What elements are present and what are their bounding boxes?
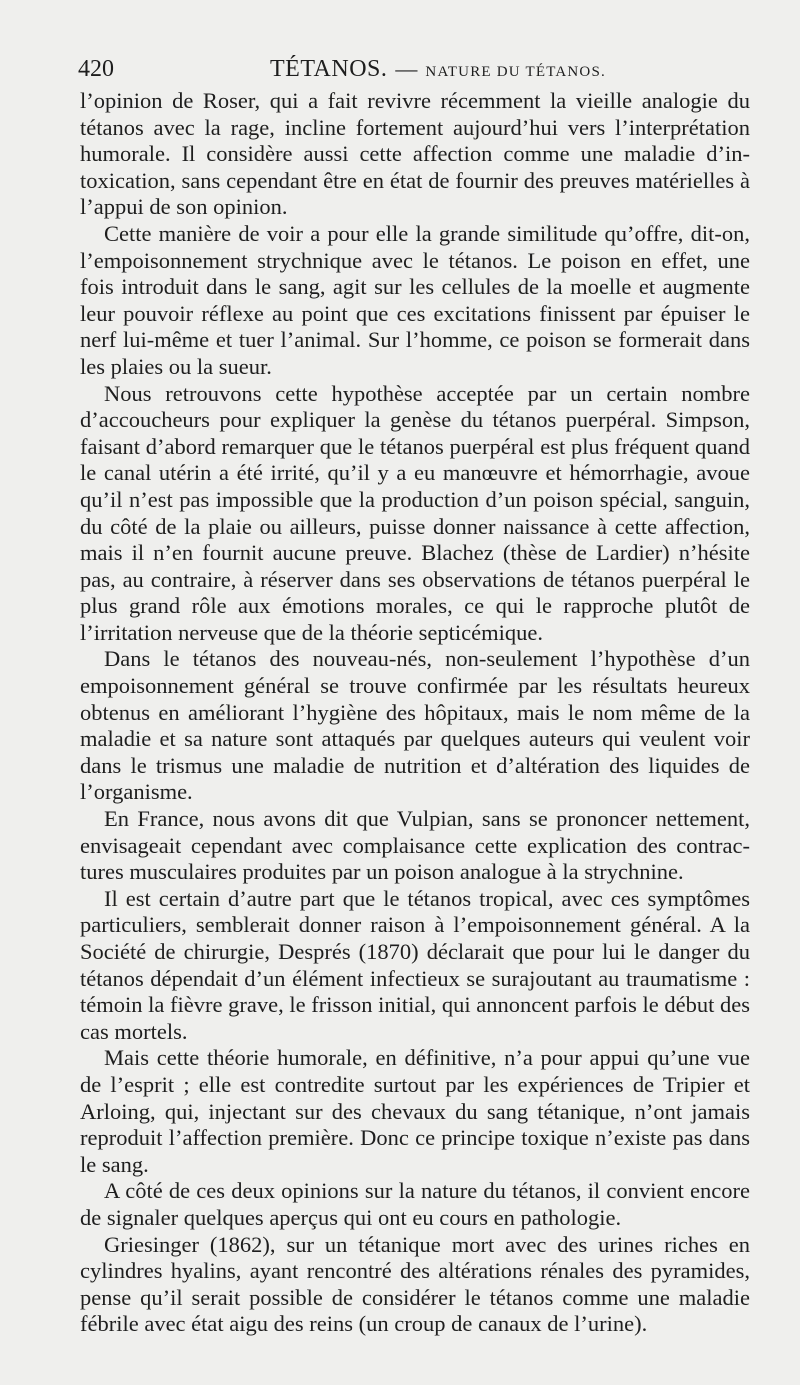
paragraph-other-views: A côté de ces deux opinions sur la nature du tétanos, il convient encore de signaler quelques aperçus qui ont eu cours en pathologie. bbox=[80, 1178, 750, 1230]
body-text bbox=[80, 88, 750, 1338]
paragraph-humoral-critique: Mais cette théorie humorale, en définitive, n’a pour appui qu’une vue de l’esprit ; elle est contredite surtout par les expériences de Tripier et Arloing, qui, injectant sur des chevaux du sang tétanique, n’ont jamais reproduit l’affection première. Donc ce principe toxique n’existe pas dans le sang. bbox=[80, 1045, 750, 1177]
title-dash: — bbox=[395, 56, 418, 81]
paragraph-vulpian: En France, nous avons dit que Vulpian, sans se prononcer nettement, envisageait cependant avec complaisance cette explication des contractures musculaires produites par un poison analogue à la strychnine. bbox=[80, 806, 750, 885]
page-number: 420 bbox=[78, 56, 114, 82]
paragraph-griesinger: Griesinger (1862), sur un tétanique mort avec des urines riches en cylindres hyalins, ayant rencontré des altérations rénales des pyramides, pense qu’il serait possible de considérer le tétanos comme une maladie fébrile avec état aigu des reins (un croup de canaux de l’urine). bbox=[80, 1231, 750, 1337]
paragraph-tropical-tetanus: Il est certain d’autre part que le tétanos tropical, avec ces symptômes particuliers, semblerait donner raison à l’empoisonnement général. A la Société de chirurgie, Després (1870) déclarait que pour lui le danger du tétanos dépendait d’un élément infectieux se surajoutant au traumatisme : témoin la fièvre grave, le frisson initial, qui annoncent parfois le début des cas mortels. bbox=[80, 885, 750, 1044]
paragraph-newborn-tetanus: Dans le tétanos des nouveau-nés, non-seulement l’hypothèse d’un empoisonnement général se trouve confirmée par les résultats heureux obtenus en améliorant l’hygiène des hôpitaux, mais le nom même de la maladie et sa nature sont attaqués par quelques auteurs qui veulent voir dans le trismus une maladie de nutrition et d’altération des liquides de l’organisme. bbox=[80, 646, 750, 805]
paragraph-strychnine-similarity: Cette manière de voir a pour elle la grande similitude qu’offre, dit-on, l’empoisonnement strychnique avec le tétanos. Le poison en effet, une fois introduit dans le sang, agit sur les cellules de la moelle et augmente leur pouvoir réflexe au point que ces excitations finissent par épuiser le nerf lui-même et tuer l’animal. Sur l’homme, ce poison se formerait dans les plaies ou la sueur. bbox=[80, 220, 750, 379]
chapter-title: TÉTANOS. bbox=[270, 56, 388, 82]
running-title bbox=[270, 52, 606, 89]
running-head bbox=[78, 52, 750, 86]
paragraph-puerperal-tetanus: Nous retrouvons cette hypothèse acceptée par un certain nombre d’accoucheurs pour expliquer la genèse du tétanos puerpéral. Simpson, faisant d’abord remarquer que le tétanos puerpéral est plus fréquent quand le canal utérin a été irrité, qu’il y a eu manœuvre et hémorrhagie, avoue qu’il n’est pas impossible que la production d’un poison spécial, sanguin, du côté de la plaie ou ailleurs, puisse donner naissance à cette affection, mais il n’en fournit aucune preuve. Blachez (thèse de Lardier) n’hésite pas, au contraire, à réserver dans ses observations de tétanos puerpéral le plus grand rôle aux émotions morales, ce qui le rapproche plutôt de l’irritation nerveuse que de la théorie septicémique. bbox=[80, 380, 750, 645]
section-title: NATURE DU TÉTANOS. bbox=[425, 64, 606, 80]
paragraph-roser-continued: l’opinion de Roser, qui a fait revivre récemment la vieille analogie du tétanos avec la rage, incline fortement aujourd’hui vers l’interprétation humorale. Il considère aussi cette affection comme une maladie d’intoxication, sans cependant être en état de fournir des preuves matérielles à l’appui de son opinion. bbox=[80, 88, 750, 220]
